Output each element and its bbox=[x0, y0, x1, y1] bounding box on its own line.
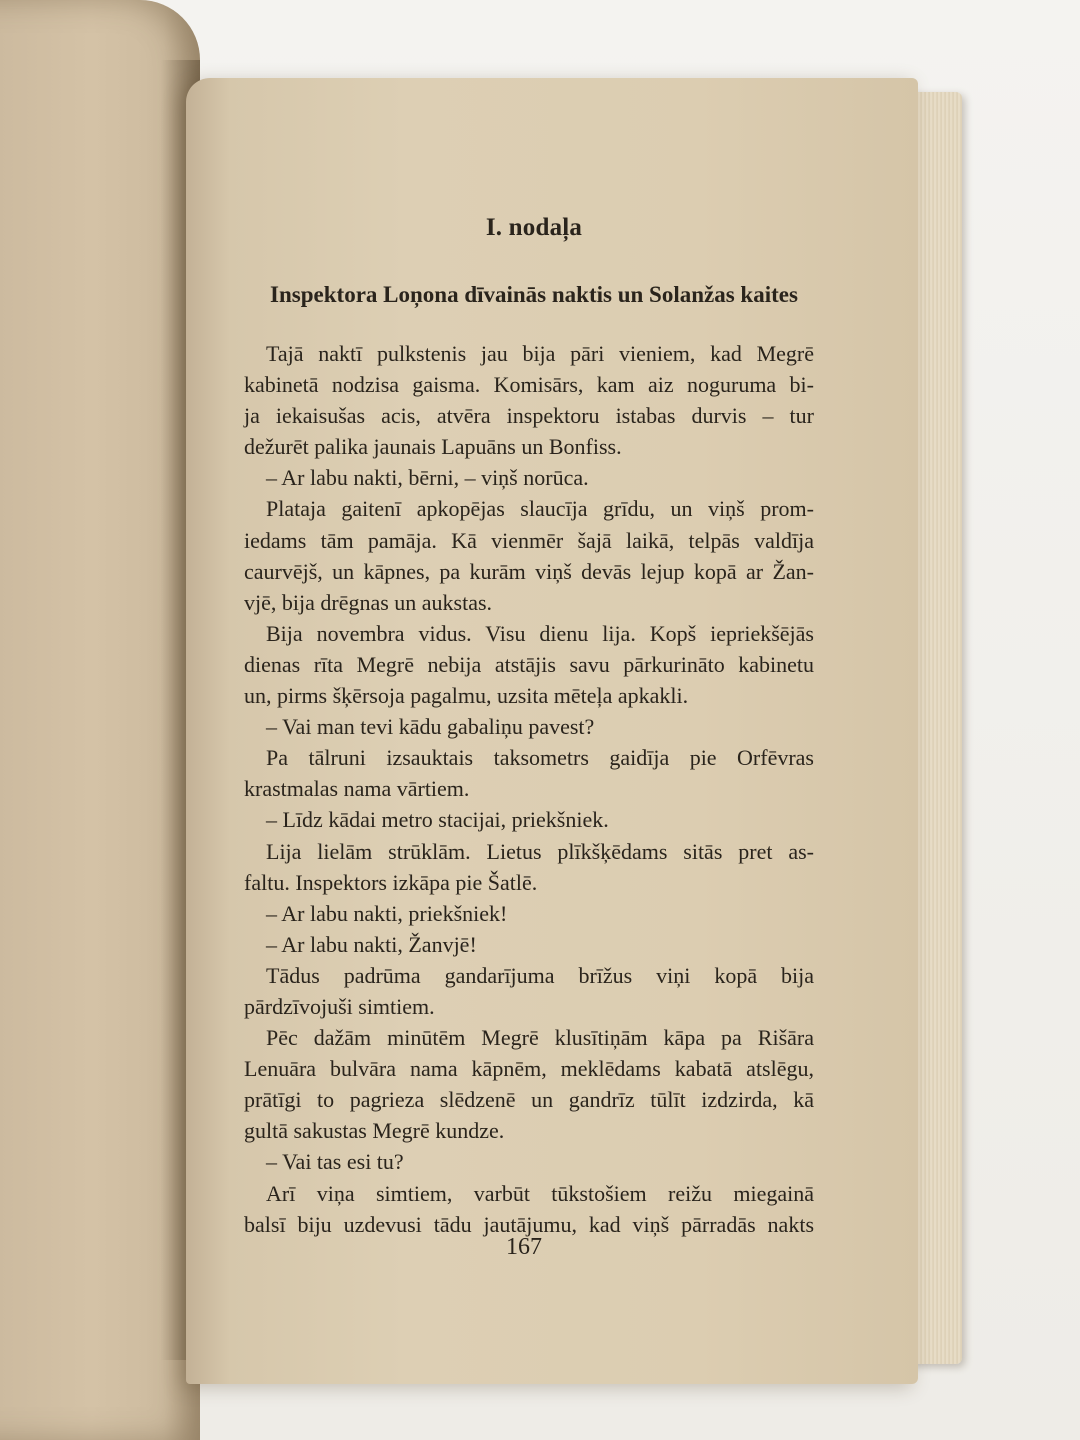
text-line: – Vai man tevi kādu gabaliņu pavest? bbox=[266, 714, 595, 740]
text-line: kabinetā nodzisa gaisma. Komisārs, kam aiz noguruma bi- bbox=[244, 372, 814, 398]
text-line: prātīgi to pagrieza slēdzenē un gandrīz tūlīt izdzirda, kā bbox=[244, 1087, 814, 1113]
text-line: – Ar labu nakti, Žanvjē! bbox=[266, 931, 477, 957]
text-line: Lenuāra bulvāra nama kāpnēm, meklēdams kabatā atslēgu, bbox=[244, 1056, 814, 1082]
text-line: caurvējš, un kāpnes, pa kurām viņš devās lejup kopā ar Žan- bbox=[244, 558, 814, 584]
text-line: un, pirms šķērsoja pagalmu, uzsita mēteļa apkakli. bbox=[244, 683, 689, 709]
text-line: balsī biju uzdevusi tādu jautājumu, kad viņš pārradās nakts bbox=[244, 1211, 814, 1237]
text-line: dežurēt palika jaunais Lapuāns un Bonfiss. bbox=[244, 434, 622, 460]
text-line: krastmalas nama vārtiem. bbox=[244, 776, 470, 802]
text-line: vjē, bija drēgnas un aukstas. bbox=[244, 589, 493, 615]
text-line: – Vai tas esi tu? bbox=[266, 1149, 404, 1175]
text-line: ja iekaisušas acis, atvēra inspektoru istabas durvis – tur bbox=[244, 403, 814, 429]
body-text bbox=[244, 338, 814, 1240]
text-line: dienas rīta Megrē nebija atstājis savu pārkurināto kabinetu bbox=[244, 651, 814, 677]
text-line: Arī viņa simtiem, varbūt tūkstošiem reižu miegainā bbox=[266, 1180, 814, 1206]
text-line: gultā sakustas Megrē kundze. bbox=[244, 1118, 505, 1144]
text-line: Pa tālruni izsauktais taksometrs gaidīja pie Orfēvras bbox=[266, 745, 814, 771]
text-line: pārdzīvojuši simtiem. bbox=[244, 993, 435, 1019]
chapter-title: Inspektora Loņona dīvainās naktis un Solanžas kaites bbox=[270, 282, 798, 307]
text-line: Plataja gaitenī apkopējas slaucīja grīdu, un viņš prom- bbox=[266, 496, 814, 522]
chapter-heading: I. nodaļa bbox=[485, 214, 583, 241]
text-line: Bija novembra vidus. Visu dienu lija. Kopš iepriekšējās bbox=[266, 620, 814, 646]
text-line: – Ar labu nakti, priekšniek! bbox=[266, 900, 508, 926]
text-line: – Ar labu nakti, bērni, – viņš norūca. bbox=[266, 465, 589, 491]
text-line: faltu. Inspektors izkāpa pie Šatlē. bbox=[244, 869, 538, 895]
text-line: iedams tām pamāja. Kā vienmēr šajā laikā, telpās valdīja bbox=[244, 527, 814, 553]
text-line: Lija lielām strūklām. Lietus plīkšķēdams sitās pret as- bbox=[266, 838, 814, 864]
text-line: – Līdz kādai metro stacijai, priekšniek. bbox=[266, 807, 609, 833]
page-number: 167 bbox=[506, 1234, 542, 1260]
text-line: Tādus padrūma gandarījuma brīžus viņi kopā bija bbox=[266, 962, 814, 988]
text-line: Pēc dažām minūtēm Megrē klusītiņām kāpa pa Rišāra bbox=[266, 1025, 814, 1051]
text-line: Tajā naktī pulkstenis jau bija pāri vieniem, kad Megrē bbox=[266, 341, 814, 366]
